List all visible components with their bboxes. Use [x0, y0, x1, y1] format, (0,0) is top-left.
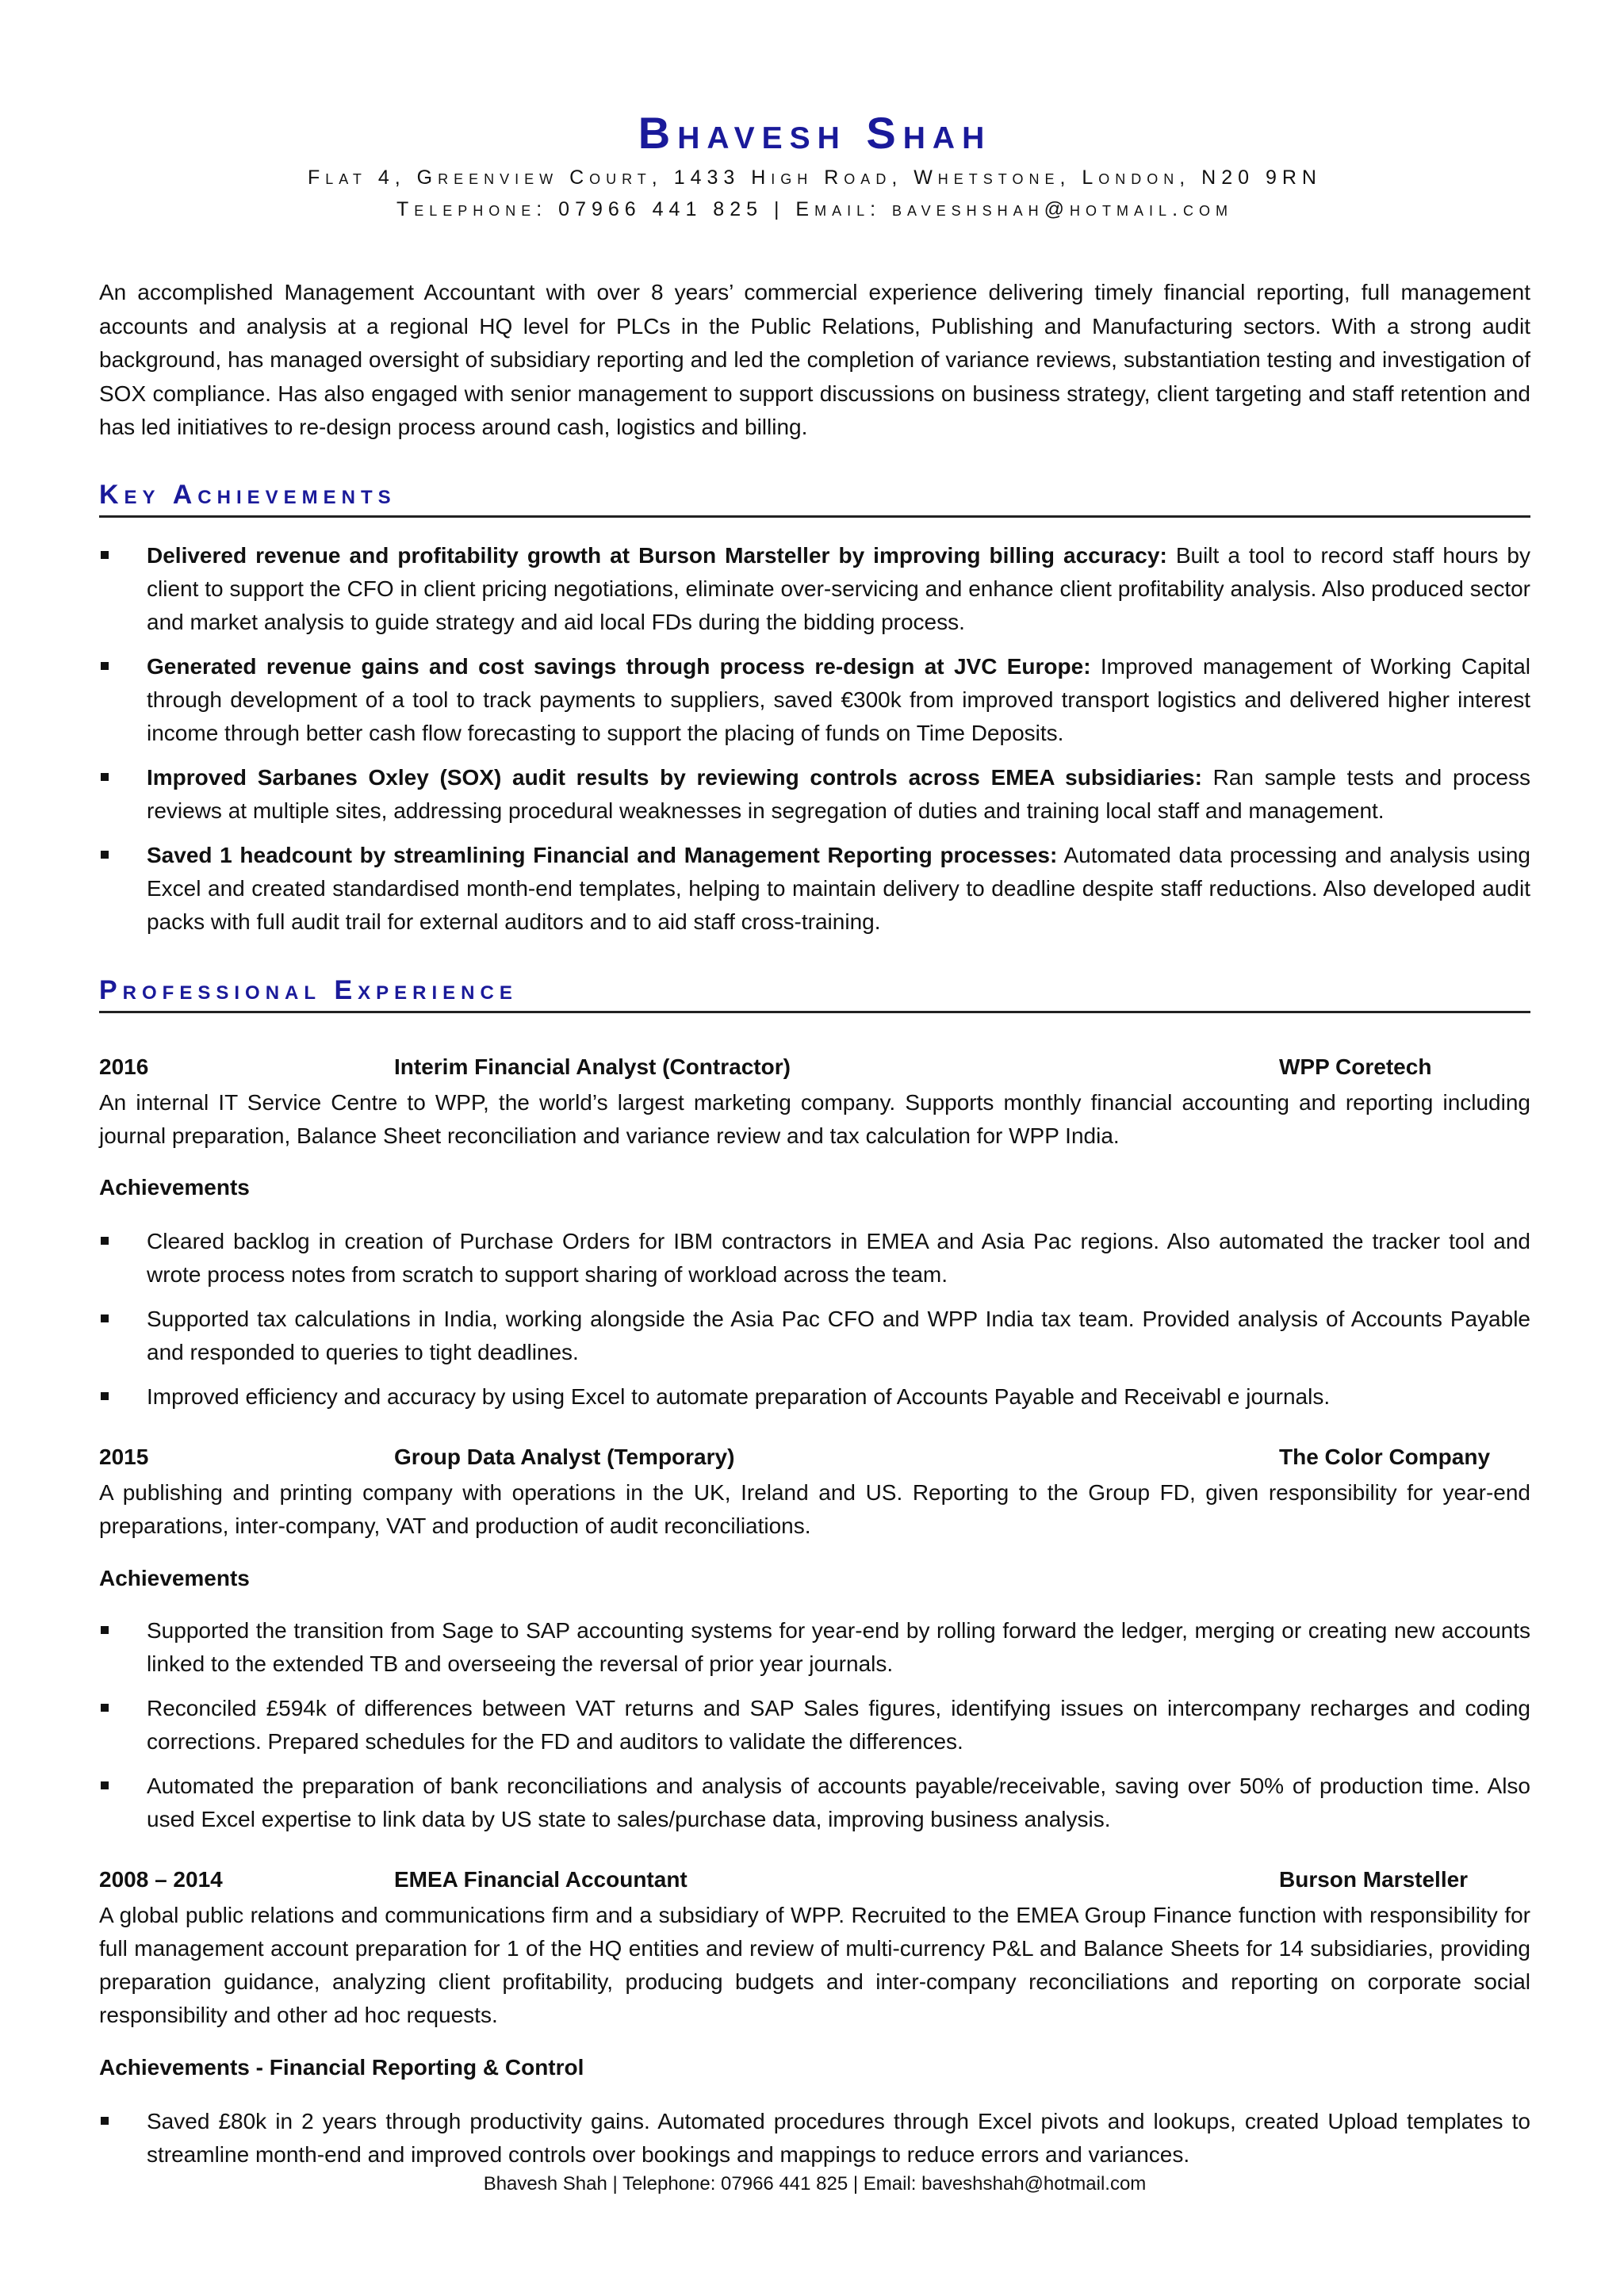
achievement-item [99, 539, 1530, 639]
key-achievements-list [99, 539, 1530, 950]
job-year: 2016 [99, 1054, 149, 1079]
achievement-lead: Improved Sarbanes Oxley (SOX) audit results by reviewing controls across EMEA subsidiaries: [147, 765, 1202, 790]
resume-page [99, 0, 1530, 2296]
achievements-label: Achievements [99, 1566, 250, 1590]
achievement-text: Automated data processing and analysis using Excel and created standardised month-end templates, helping to maintain delivery to deadline despite staff reductions. Also developed audit packs with full audit trail for external auditors and to aid staff cross-training. [147, 843, 1531, 934]
job-header [99, 1867, 1530, 1899]
achievement-text: Built a tool to record staff hours by client to support the CFO in client pricing negotiations, eliminate over-servicing and enhance client profitability analysis. Also produced sector and market analysis to guide strategy and aid local FDs during the bidding process. [147, 543, 1530, 634]
achievement-lead: Delivered revenue and profitability growth at Burson Marsteller by improving billing accuracy: [147, 543, 1167, 568]
achievement-item [99, 761, 1530, 828]
page-footer: Bhavesh Shah | Telephone: 07966 441 825 | Email: baveshshah@hotmail.com [483, 2173, 1147, 2195]
job-achievements-list [99, 1614, 1530, 1847]
achievements-label: Achievements - Financial Reporting & Control [99, 2055, 584, 2080]
job-achievement-item: Improved efficiency and accuracy by using Excel to automate preparation of Accounts Payable and Receivabl e journals. [99, 1380, 1530, 1414]
section-title-professional-experience: Professional Experience [99, 975, 1530, 1013]
job-year: 2015 [99, 1445, 149, 1469]
achievements-label: Achievements [99, 1175, 250, 1200]
achievement-text: Ran sample tests and process reviews at multiple sites, addressing procedural weaknesses in segregation of duties and training local staff and management. [147, 765, 1531, 823]
address-line: Flat 4, Greenview Court, 1433 High Road, Whetstone, London, N20 9RN [307, 166, 1322, 189]
job-header [99, 1445, 1530, 1476]
job-header [99, 1054, 1530, 1086]
job-year: 2008 – 2014 [99, 1867, 223, 1892]
job-company: WPP Coretech [1279, 1054, 1432, 1079]
job-achievement-item: Reconciled £594k of differences between VAT returns and SAP Sales figures, identifying issues on intercompany recharges and coding corrections. Prepared schedules for the FD and auditors to validate the differences. [99, 1692, 1530, 1758]
job-company: The Color Company [1279, 1445, 1491, 1469]
achievement-lead: Generated revenue gains and cost savings through process re-design at JVC Europe: [147, 654, 1091, 679]
job-achievement-item: Cleared backlog in creation of Purchase Orders for IBM contractors in EMEA and Asia Pac regions. Also automated the tracker tool and wrote process notes from scratch to support sharing of workload across the team. [99, 1225, 1530, 1292]
achievement-item [99, 650, 1530, 750]
candidate-name: Bhavesh Shah [638, 108, 992, 158]
contact-line: Telephone: 07966 441 825 | Email: baveshshah@hotmail.com [396, 198, 1234, 220]
job-company: Burson Marsteller [1279, 1867, 1469, 1892]
job-achievement-item: Supported tax calculations in India, working alongside the Asia Pac CFO and WPP India tax team. Provided analysis of Accounts Payable and responded to queries to tight deadlines. [99, 1303, 1530, 1369]
job-role: EMEA Financial Accountant [394, 1867, 688, 1892]
job-achievements-list [99, 1225, 1530, 1425]
achievement-item [99, 839, 1530, 939]
section-title-key-achievements: Key Achievements [99, 480, 1530, 518]
job-description: A publishing and printing company with operations in the UK, Ireland and US. Reporting to the Group FD, given responsibility for year-end preparations, inter-company, VAT and production of audit reconciliations. [99, 1480, 1530, 1538]
achievement-lead: Saved 1 headcount by streamlining Financial and Management Reporting processes: [147, 843, 1058, 867]
job-role: Group Data Analyst (Temporary) [394, 1445, 735, 1469]
job-description: A global public relations and communications firm and a subsidiary of WPP. Recruited to the EMEA Group Finance function with responsibility for full management account preparation for 1 of the HQ entities and review of multi-currency P&L and Balance Sheets for 14 subsidiaries, providing preparation guidance, analyzing client profitability, producing budgets and inter-company reconciliations and reporting on corporate social responsibility and other ad hoc requests. [99, 1903, 1530, 2027]
job-achievement-item: Supported the transition from Sage to SAP accounting systems for year-end by rolling forward the ledger, merging or creating new accounts linked to the extended TB and overseeing the reversal of prior year journals. [99, 1614, 1530, 1681]
job-achievement-item: Saved £80k in 2 years through productivity gains. Automated procedures through Excel pivots and lookups, created Upload templates to streamline month-end and improved controls over bookings and mappings to reduce errors and variances. [99, 2105, 1530, 2172]
job-role: Interim Financial Analyst (Contractor) [394, 1054, 791, 1079]
job-achievements-list [99, 2105, 1530, 2183]
job-description: An internal IT Service Centre to WPP, the world’s largest marketing company. Supports monthly financial accounting and reporting including journal preparation, Balance Sheet reconciliation and variance review and tax calculation for WPP India. [99, 1090, 1530, 1148]
achievement-text: Improved management of Working Capital through development of a tool to track payments to suppliers, saved €300k from improved transport logistics and delivered higher interest income through better cash flow forecasting to support the placing of funds on Time Deposits. [147, 654, 1530, 745]
profile-summary: An accomplished Management Accountant with over 8 years’ commercial experience delivering timely financial reporting, full management accounts and analysis at a regional HQ level for PLCs in the Public Relations, Publishing and Manufacturing sectors. With a strong audit background, has managed oversight of subsidiary reporting and led the completion of variance reviews, substantiation testing and investigation of SOX compliance. Has also engaged with senior management to support discussions on business strategy, client targeting and staff retention and has led initiatives to re-design process around cash, logistics and billing. [99, 280, 1530, 439]
job-achievement-item: Automated the preparation of bank reconciliations and analysis of accounts payable/receivable, saving over 50% of production time. Also used Excel expertise to link data by US state to sales/purchase data, improving business analysis. [99, 1770, 1530, 1836]
